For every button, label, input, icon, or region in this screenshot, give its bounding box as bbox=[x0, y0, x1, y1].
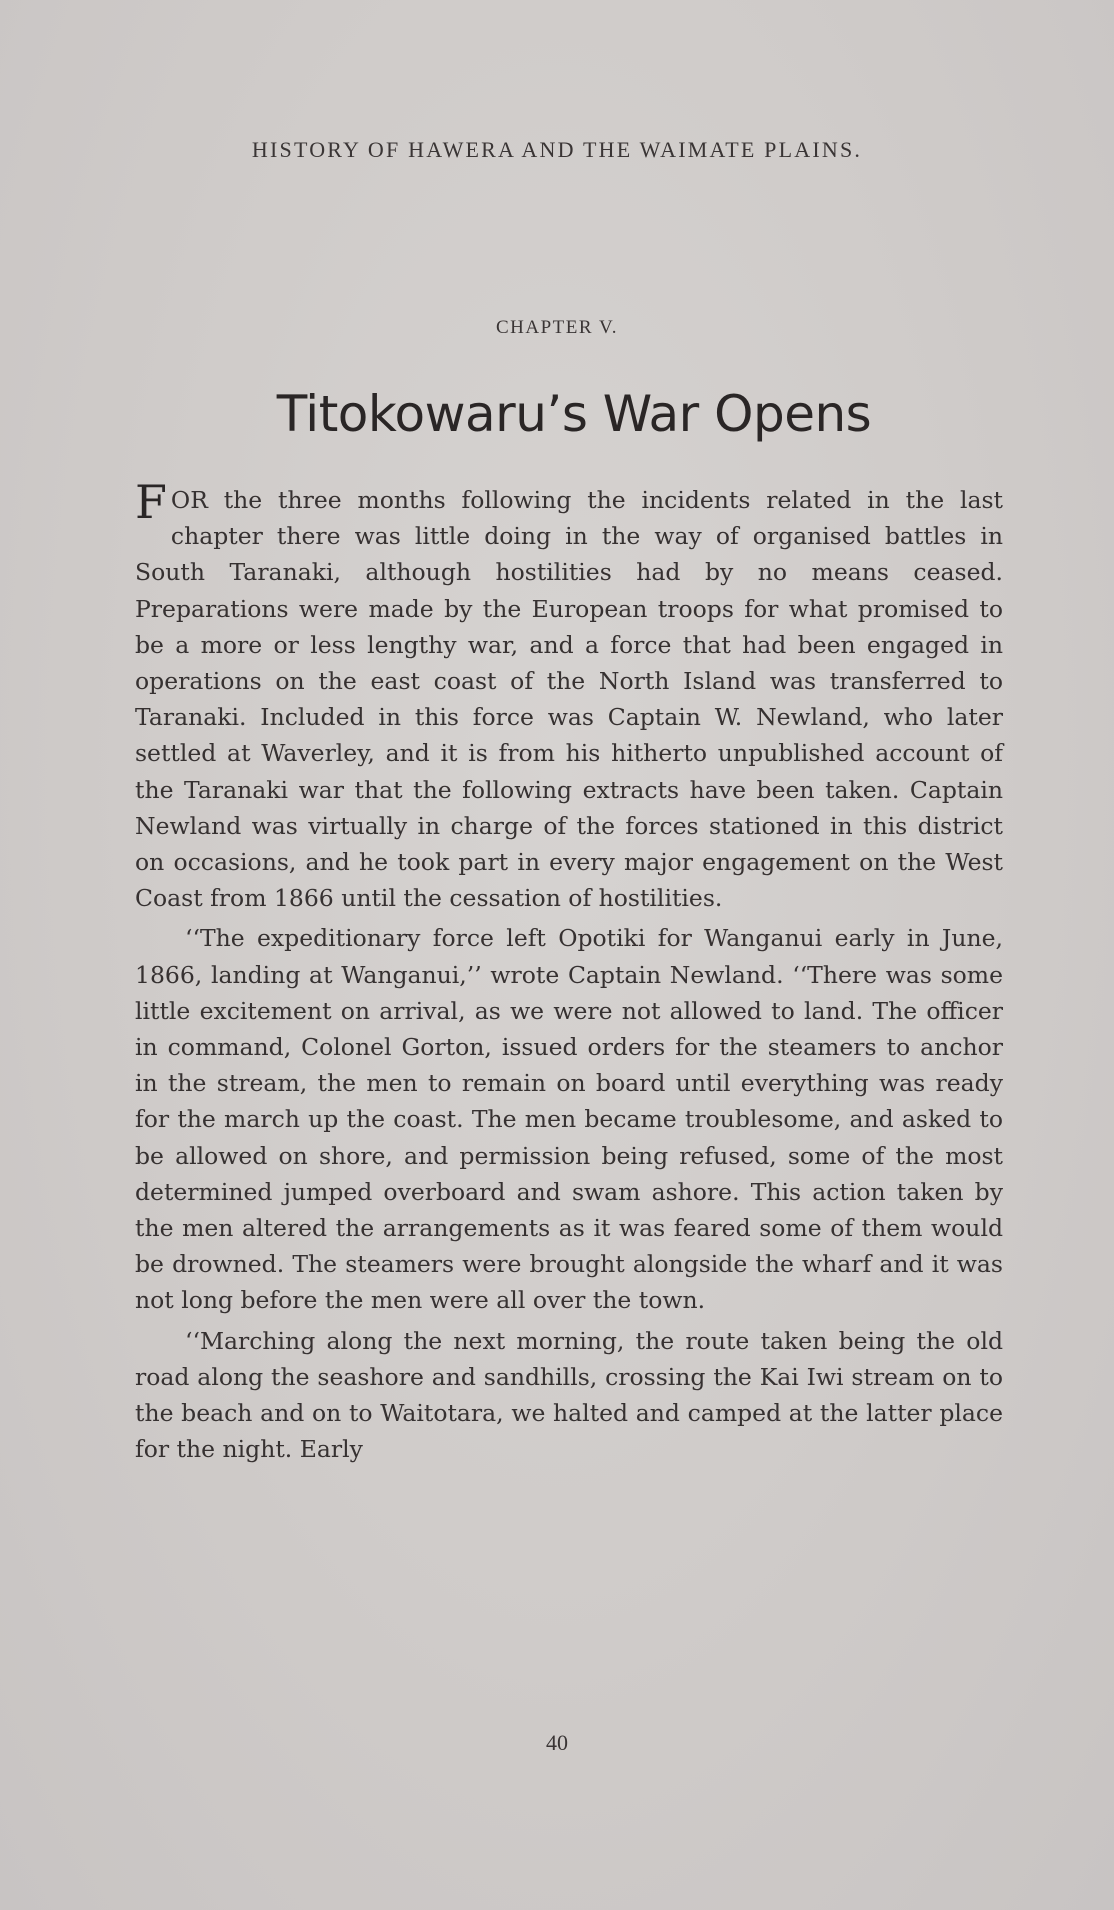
paragraph-3: ‘‘Marching along the next morning, the route taken being the old road along the seashore and sandhills, crossing the Kai Iwi stream on to the beach and on to Waitotara, we halted and camped at the latter place for the night. Early bbox=[135, 1326, 1003, 1464]
chapter-label: CHAPTER V. bbox=[496, 317, 618, 338]
paragraph-2: ‘‘The expeditionary force left Opotiki for Wanganui early in June, 1866, landing at Wanganui,’’ wrote Captain Newland. ‘‘There was some little excitement on arrival, as we were not allowed to land. The officer in command, Colonel Gorton, issued orders for the steamers to anchor in the stream, the men to remain on board until everything was ready for the march up the coast. The men became troublesome, and asked to be allowed on shore, and permission being refused, some of the most determined jumped overboard and swam ashore. This action taken by the men altered the arrangements as it was feared some of them would be drowned. The steamers were brought alongside the wharf and it was not long before the men were all over the town. bbox=[135, 924, 1003, 1315]
chapter-title: Titokowaru’s War Opens bbox=[276, 385, 872, 443]
chapter-body bbox=[135, 475, 1003, 1467]
drop-cap: F bbox=[135, 475, 167, 529]
paragraph-1-text: OR the three months following the incidents related in the last chapter there was little doing in the way of organised battles in South Taranaki, although hostilities had by no means ceased. Preparations were made by the European troops for what promised to be a more or less lengthy war, and a force that had been engaged in operations on the east coast of the North Island was transferred to Taranaki. Included in this force was Captain W. Newland, who later settled at Waverley, and it is from his hitherto unpublished account of the Taranaki war that the following extracts have been taken. Captain Newland was virtually in charge of the forces stationed in this district on occasions, and he took part in every major engagement on the West Coast from 1866 until the cessation of hostilities. bbox=[135, 486, 1003, 913]
running-head: HISTORY OF HAWERA AND THE WAIMATE PLAINS. bbox=[251, 137, 863, 162]
page-number: 40 bbox=[546, 1730, 568, 1755]
paragraph-1 bbox=[135, 475, 1003, 916]
